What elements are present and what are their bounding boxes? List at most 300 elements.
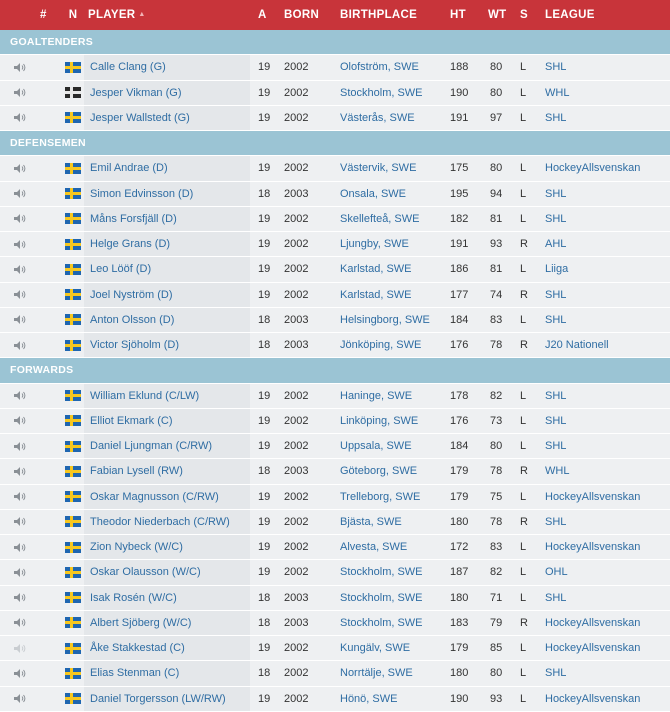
age-cell: 18 — [250, 610, 280, 635]
league-link[interactable]: SHL — [541, 181, 670, 206]
col-header-birthplace[interactable]: BIRTHPLACE — [336, 0, 448, 30]
player-name-link[interactable]: Helge Grans (D) — [84, 232, 250, 257]
number-cell — [40, 434, 62, 459]
col-header-player[interactable] — [84, 0, 250, 30]
birthplace-link[interactable]: Trelleborg, SWE — [336, 484, 448, 509]
league-link[interactable]: HockeyAllsvenskan — [541, 686, 670, 711]
age-cell: 19 — [250, 560, 280, 585]
speaker-icon[interactable] — [13, 188, 27, 200]
height-cell: 172 — [448, 535, 488, 560]
height-cell: 184 — [448, 434, 488, 459]
shoots-cell: L — [520, 535, 541, 560]
league-link[interactable]: SHL — [541, 383, 670, 408]
audio-cell[interactable] — [0, 585, 40, 610]
league-link[interactable]: WHL — [541, 80, 670, 105]
player-name-link[interactable]: Fabian Lysell (RW) — [84, 459, 250, 484]
born-cell: 2003 — [280, 610, 336, 635]
birthplace-link[interactable]: Stockholm, SWE — [336, 610, 448, 635]
born-cell: 2002 — [280, 383, 336, 408]
number-cell — [40, 156, 62, 181]
age-cell: 18 — [250, 585, 280, 610]
section-title: FORWARDS — [0, 358, 670, 383]
nationality-cell — [62, 156, 84, 181]
player-name-link[interactable]: Simon Edvinsson (D) — [84, 181, 250, 206]
height-cell: 190 — [448, 686, 488, 711]
player-name-link[interactable]: Måns Forsfjäll (D) — [84, 206, 250, 231]
weight-cell: 93 — [488, 232, 520, 257]
table-row — [0, 333, 670, 358]
height-cell: 175 — [448, 156, 488, 181]
age-cell: 18 — [250, 333, 280, 358]
birthplace-link[interactable]: Stockholm, SWE — [336, 585, 448, 610]
table-row — [0, 610, 670, 635]
age-cell: 19 — [250, 383, 280, 408]
league-link[interactable]: SHL — [541, 55, 670, 80]
speaker-icon[interactable] — [13, 440, 27, 452]
table-row — [0, 181, 670, 206]
league-link[interactable]: SHL — [541, 509, 670, 534]
league-link[interactable]: SHL — [541, 661, 670, 686]
player-name-link[interactable]: Calle Clang (G) — [84, 55, 250, 80]
height-cell: 190 — [448, 80, 488, 105]
nationality-cell — [62, 307, 84, 332]
weight-cell: 75 — [488, 484, 520, 509]
league-link[interactable]: SHL — [541, 307, 670, 332]
birthplace-link[interactable]: Alvesta, SWE — [336, 535, 448, 560]
audio-cell[interactable] — [0, 509, 40, 534]
birthplace-link[interactable]: Västervik, SWE — [336, 156, 448, 181]
weight-cell: 81 — [488, 257, 520, 282]
audio-cell[interactable] — [0, 560, 40, 585]
col-header-player-label: PLAYER — [88, 9, 136, 21]
number-cell — [40, 55, 62, 80]
sweden-flag-icon — [65, 390, 81, 401]
speaker-icon[interactable] — [13, 491, 27, 503]
speaker-icon[interactable] — [13, 314, 27, 326]
nationality-cell — [62, 459, 84, 484]
height-cell: 187 — [448, 560, 488, 585]
league-link[interactable]: SHL — [541, 282, 670, 307]
league-link[interactable]: HockeyAllsvenskan — [541, 535, 670, 560]
weight-cell: 93 — [488, 686, 520, 711]
player-name-link[interactable]: Daniel Torgersson (LW/RW) — [84, 686, 250, 711]
shoots-cell: L — [520, 686, 541, 711]
audio-cell[interactable] — [0, 610, 40, 635]
sweden-flag-icon — [65, 87, 81, 98]
col-header-shoots[interactable]: S — [520, 0, 541, 30]
born-cell: 2002 — [280, 408, 336, 433]
nationality-cell — [62, 585, 84, 610]
birthplace-link[interactable]: Norrtälje, SWE — [336, 661, 448, 686]
birthplace-link[interactable]: Stockholm, SWE — [336, 80, 448, 105]
age-cell: 19 — [250, 80, 280, 105]
speaker-icon[interactable] — [13, 213, 27, 225]
table-row — [0, 307, 670, 332]
birthplace-link[interactable]: Karlstad, SWE — [336, 257, 448, 282]
sweden-flag-icon — [65, 466, 81, 477]
height-cell: 179 — [448, 636, 488, 661]
birthplace-link[interactable]: Haninge, SWE — [336, 383, 448, 408]
sweden-flag-icon — [65, 213, 81, 224]
player-name-link[interactable]: Joel Nyström (D) — [84, 282, 250, 307]
height-cell: 195 — [448, 181, 488, 206]
shoots-cell: R — [520, 509, 541, 534]
league-link[interactable]: Liiga — [541, 257, 670, 282]
audio-cell[interactable] — [0, 434, 40, 459]
player-name-link[interactable]: Elias Stenman (C) — [84, 661, 250, 686]
height-cell: 180 — [448, 585, 488, 610]
age-cell: 19 — [250, 156, 280, 181]
shoots-cell: L — [520, 80, 541, 105]
number-cell — [40, 181, 62, 206]
col-header-nationality[interactable]: N — [62, 0, 84, 30]
number-cell — [40, 459, 62, 484]
audio-cell[interactable] — [0, 484, 40, 509]
birthplace-link[interactable]: Karlstad, SWE — [336, 282, 448, 307]
age-cell: 18 — [250, 661, 280, 686]
number-cell — [40, 636, 62, 661]
weight-cell: 80 — [488, 661, 520, 686]
weight-cell: 80 — [488, 80, 520, 105]
table-row — [0, 636, 670, 661]
col-header-weight[interactable]: WT — [488, 0, 520, 30]
audio-cell[interactable] — [0, 383, 40, 408]
nationality-cell — [62, 434, 84, 459]
height-cell: 191 — [448, 105, 488, 130]
shoots-cell: L — [520, 484, 541, 509]
sweden-flag-icon — [65, 617, 81, 628]
league-link[interactable]: SHL — [541, 434, 670, 459]
sweden-flag-icon — [65, 239, 81, 250]
speaker-icon[interactable] — [13, 516, 27, 528]
age-cell: 19 — [250, 55, 280, 80]
number-cell — [40, 484, 62, 509]
shoots-cell: L — [520, 383, 541, 408]
nationality-cell — [62, 105, 84, 130]
audio-cell[interactable] — [0, 105, 40, 130]
league-link[interactable]: SHL — [541, 206, 670, 231]
birthplace-link[interactable]: Skellefteå, SWE — [336, 206, 448, 231]
player-name-link[interactable]: Zion Nybeck (W/C) — [84, 535, 250, 560]
birthplace-link[interactable]: Kungälv, SWE — [336, 636, 448, 661]
table-row — [0, 232, 670, 257]
speaker-icon[interactable] — [13, 642, 27, 654]
height-cell: 176 — [448, 408, 488, 433]
age-cell: 18 — [250, 181, 280, 206]
shoots-cell: R — [520, 459, 541, 484]
number-cell — [40, 80, 62, 105]
speaker-icon[interactable] — [13, 390, 27, 402]
birthplace-link[interactable]: Helsingborg, SWE — [336, 307, 448, 332]
league-link[interactable]: J20 Nationell — [541, 333, 670, 358]
weight-cell: 78 — [488, 459, 520, 484]
weight-cell: 74 — [488, 282, 520, 307]
born-cell: 2002 — [280, 484, 336, 509]
weight-cell: 78 — [488, 509, 520, 534]
table-row — [0, 509, 670, 534]
age-cell: 19 — [250, 232, 280, 257]
speaker-icon[interactable] — [13, 61, 27, 73]
section-title: DEFENSEMEN — [0, 131, 670, 156]
player-name-link[interactable]: Emil Andrae (D) — [84, 156, 250, 181]
audio-cell[interactable] — [0, 459, 40, 484]
section-row — [0, 30, 670, 55]
col-header-born[interactable]: BORN — [280, 0, 336, 30]
height-cell: 180 — [448, 661, 488, 686]
birthplace-link[interactable]: Hönö, SWE — [336, 686, 448, 711]
audio-cell[interactable] — [0, 55, 40, 80]
birthplace-link[interactable]: Uppsala, SWE — [336, 434, 448, 459]
col-header-audio — [0, 0, 40, 30]
weight-cell: 78 — [488, 333, 520, 358]
col-header-number[interactable]: # — [40, 0, 62, 30]
player-name-link[interactable]: Jesper Wallstedt (G) — [84, 105, 250, 130]
player-name-link[interactable]: Oskar Olausson (W/C) — [84, 560, 250, 585]
col-header-age[interactable]: A — [250, 0, 280, 30]
table-row — [0, 257, 670, 282]
birthplace-link[interactable]: Onsala, SWE — [336, 181, 448, 206]
born-cell: 2002 — [280, 105, 336, 130]
number-cell — [40, 408, 62, 433]
nationality-cell — [62, 55, 84, 80]
shoots-cell: R — [520, 333, 541, 358]
player-name-link[interactable]: Albert Sjöberg (W/C) — [84, 610, 250, 635]
league-link[interactable]: SHL — [541, 585, 670, 610]
audio-cell[interactable] — [0, 307, 40, 332]
speaker-icon[interactable] — [13, 566, 27, 578]
number-cell — [40, 686, 62, 711]
age-cell: 18 — [250, 459, 280, 484]
height-cell: 176 — [448, 333, 488, 358]
sweden-flag-icon — [65, 188, 81, 199]
number-cell — [40, 206, 62, 231]
speaker-icon[interactable] — [13, 541, 27, 553]
audio-cell[interactable] — [0, 636, 40, 661]
table-row — [0, 560, 670, 585]
nationality-cell — [62, 232, 84, 257]
table-header-row — [0, 0, 670, 30]
born-cell: 2003 — [280, 181, 336, 206]
weight-cell: 80 — [488, 156, 520, 181]
audio-cell[interactable] — [0, 282, 40, 307]
nationality-cell — [62, 686, 84, 711]
audio-cell[interactable] — [0, 686, 40, 711]
table-row — [0, 661, 670, 686]
player-name-link[interactable]: Leo Lööf (D) — [84, 257, 250, 282]
sweden-flag-icon — [65, 415, 81, 426]
player-name-link[interactable]: William Eklund (C/LW) — [84, 383, 250, 408]
table-row — [0, 434, 670, 459]
speaker-icon[interactable] — [13, 415, 27, 427]
born-cell: 2002 — [280, 156, 336, 181]
speaker-icon[interactable] — [13, 87, 27, 99]
player-name-link[interactable]: Oskar Magnusson (C/RW) — [84, 484, 250, 509]
player-name-link[interactable]: Elliot Ekmark (C) — [84, 408, 250, 433]
birthplace-link[interactable]: Olofström, SWE — [336, 55, 448, 80]
player-name-link[interactable]: Åke Stakkestad (C) — [84, 636, 250, 661]
number-cell — [40, 307, 62, 332]
nationality-cell — [62, 535, 84, 560]
speaker-icon[interactable] — [13, 592, 27, 604]
weight-cell: 82 — [488, 383, 520, 408]
league-link[interactable]: SHL — [541, 105, 670, 130]
height-cell: 180 — [448, 509, 488, 534]
shoots-cell: L — [520, 55, 541, 80]
height-cell: 179 — [448, 484, 488, 509]
speaker-icon[interactable] — [13, 289, 27, 301]
birthplace-link[interactable]: Bjästa, SWE — [336, 509, 448, 534]
nationality-cell — [62, 636, 84, 661]
player-name-link[interactable]: Anton Olsson (D) — [84, 307, 250, 332]
age-cell: 19 — [250, 257, 280, 282]
league-link[interactable]: HockeyAllsvenskan — [541, 610, 670, 635]
weight-cell: 82 — [488, 560, 520, 585]
weight-cell: 85 — [488, 636, 520, 661]
audio-cell[interactable] — [0, 232, 40, 257]
number-cell — [40, 535, 62, 560]
speaker-icon[interactable] — [13, 465, 27, 477]
height-cell: 183 — [448, 610, 488, 635]
birthplace-link[interactable]: Ljungby, SWE — [336, 232, 448, 257]
born-cell: 2002 — [280, 55, 336, 80]
weight-cell: 83 — [488, 535, 520, 560]
number-cell — [40, 509, 62, 534]
sweden-flag-icon — [65, 491, 81, 502]
age-cell: 19 — [250, 686, 280, 711]
shoots-cell: R — [520, 232, 541, 257]
audio-cell[interactable] — [0, 661, 40, 686]
speaker-icon[interactable] — [13, 693, 27, 705]
number-cell — [40, 610, 62, 635]
player-name-link[interactable]: Theodor Niederbach (C/RW) — [84, 509, 250, 534]
height-cell: 182 — [448, 206, 488, 231]
weight-cell: 94 — [488, 181, 520, 206]
player-name-link[interactable]: Victor Sjöholm (D) — [84, 333, 250, 358]
league-link[interactable]: HockeyAllsvenskan — [541, 636, 670, 661]
audio-cell[interactable] — [0, 156, 40, 181]
weight-cell: 71 — [488, 585, 520, 610]
speaker-icon[interactable] — [13, 263, 27, 275]
col-header-height[interactable]: HT — [448, 0, 488, 30]
speaker-icon[interactable] — [13, 617, 27, 629]
league-link[interactable]: HockeyAllsvenskan — [541, 156, 670, 181]
audio-cell[interactable] — [0, 181, 40, 206]
sort-ascending-icon: ▲ — [138, 11, 146, 19]
height-cell: 179 — [448, 459, 488, 484]
league-link[interactable]: AHL — [541, 232, 670, 257]
nationality-cell — [62, 560, 84, 585]
birthplace-link[interactable]: Stockholm, SWE — [336, 560, 448, 585]
shoots-cell: R — [520, 282, 541, 307]
sweden-flag-icon — [65, 441, 81, 452]
audio-cell[interactable] — [0, 206, 40, 231]
weight-cell: 80 — [488, 434, 520, 459]
age-cell: 19 — [250, 535, 280, 560]
birthplace-link[interactable]: Linköping, SWE — [336, 408, 448, 433]
table-row — [0, 408, 670, 433]
league-link[interactable]: WHL — [541, 459, 670, 484]
born-cell: 2002 — [280, 636, 336, 661]
speaker-icon[interactable] — [13, 667, 27, 679]
number-cell — [40, 383, 62, 408]
speaker-icon[interactable] — [13, 112, 27, 124]
born-cell: 2003 — [280, 585, 336, 610]
nationality-cell — [62, 333, 84, 358]
league-link[interactable]: OHL — [541, 560, 670, 585]
height-cell: 178 — [448, 383, 488, 408]
number-cell — [40, 257, 62, 282]
number-cell — [40, 661, 62, 686]
nationality-cell — [62, 282, 84, 307]
born-cell: 2002 — [280, 509, 336, 534]
audio-cell[interactable] — [0, 535, 40, 560]
birthplace-link[interactable]: Västerås, SWE — [336, 105, 448, 130]
speaker-icon[interactable] — [13, 339, 27, 351]
born-cell: 2002 — [280, 232, 336, 257]
age-cell: 18 — [250, 307, 280, 332]
player-name-link[interactable]: Jesper Vikman (G) — [84, 80, 250, 105]
weight-cell: 97 — [488, 105, 520, 130]
born-cell: 2002 — [280, 535, 336, 560]
shoots-cell: L — [520, 636, 541, 661]
speaker-icon[interactable] — [13, 162, 27, 174]
roster-body — [0, 30, 670, 711]
age-cell: 19 — [250, 509, 280, 534]
speaker-icon[interactable] — [13, 238, 27, 250]
shoots-cell: L — [520, 307, 541, 332]
audio-cell[interactable] — [0, 333, 40, 358]
league-link[interactable]: SHL — [541, 408, 670, 433]
nationality-cell — [62, 610, 84, 635]
sweden-flag-icon — [65, 289, 81, 300]
section-row — [0, 131, 670, 156]
number-cell — [40, 232, 62, 257]
player-name-link[interactable]: Daniel Ljungman (C/RW) — [84, 434, 250, 459]
birthplace-link[interactable]: Göteborg, SWE — [336, 459, 448, 484]
sweden-flag-icon — [65, 516, 81, 527]
shoots-cell: L — [520, 206, 541, 231]
league-link[interactable]: HockeyAllsvenskan — [541, 484, 670, 509]
age-cell: 19 — [250, 105, 280, 130]
shoots-cell: L — [520, 257, 541, 282]
audio-cell[interactable] — [0, 257, 40, 282]
born-cell: 2002 — [280, 434, 336, 459]
sweden-flag-icon — [65, 592, 81, 603]
sweden-flag-icon — [65, 264, 81, 275]
age-cell: 19 — [250, 408, 280, 433]
shoots-cell: L — [520, 181, 541, 206]
audio-cell[interactable] — [0, 408, 40, 433]
height-cell: 177 — [448, 282, 488, 307]
weight-cell: 83 — [488, 307, 520, 332]
born-cell: 2002 — [280, 206, 336, 231]
table-row — [0, 383, 670, 408]
table-row — [0, 459, 670, 484]
col-header-league[interactable]: LEAGUE — [541, 0, 670, 30]
sweden-flag-icon — [65, 62, 81, 73]
age-cell: 19 — [250, 282, 280, 307]
audio-cell[interactable] — [0, 80, 40, 105]
player-name-link[interactable]: Isak Rosén (W/C) — [84, 585, 250, 610]
born-cell: 2002 — [280, 686, 336, 711]
born-cell: 2002 — [280, 257, 336, 282]
birthplace-link[interactable]: Jönköping, SWE — [336, 333, 448, 358]
height-cell: 186 — [448, 257, 488, 282]
sweden-flag-icon — [65, 112, 81, 123]
table-row — [0, 282, 670, 307]
nationality-cell — [62, 383, 84, 408]
number-cell — [40, 282, 62, 307]
